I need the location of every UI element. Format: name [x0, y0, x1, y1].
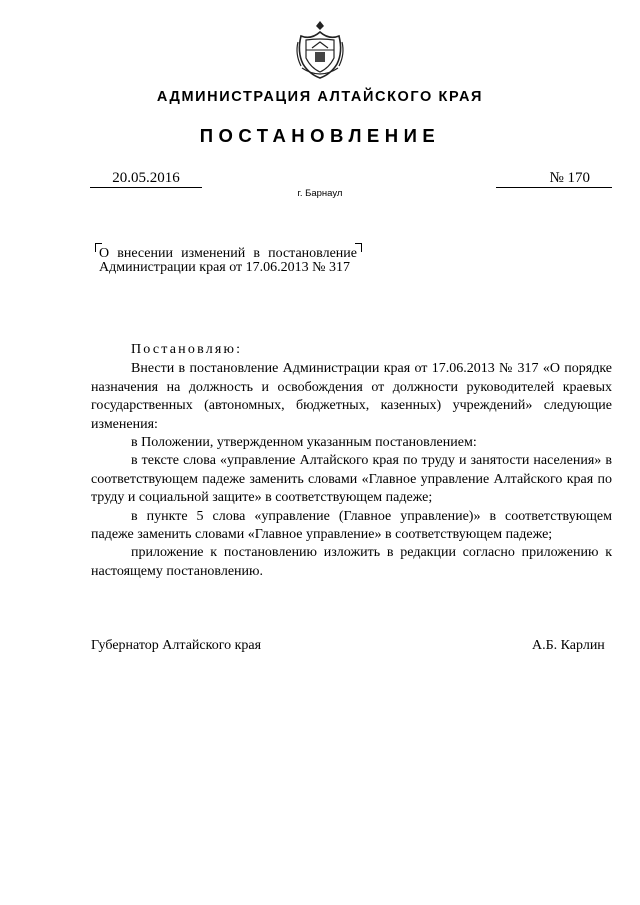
- document-number: № 170: [549, 170, 590, 186]
- resolve-heading: Постановляю:: [131, 342, 243, 357]
- city-name: г. Барнаул: [297, 188, 343, 199]
- body-paragraph: в тексте слова «управление Алтайского края по труду и занятости населения» в соответствующем падеже заменить словами «Главное управление Алтайского края по труду и социальной защите» в соответствующем падеже;: [91, 453, 612, 506]
- document-date: 20.05.2016: [90, 169, 202, 188]
- document-body: [91, 341, 612, 581]
- document-subject: О внесении изменений в постановление Администрации края от 17.06.2013 № 317: [99, 246, 357, 275]
- document-type-title: ПОСТАНОВЛЕНИЕ: [199, 125, 441, 146]
- body-paragraph: в Положении, утвержденном указанным постановлением:: [131, 435, 477, 451]
- signatory-title: Губернатор Алтайского края: [91, 638, 262, 653]
- body-paragraph: в пункте 5 слова «управление (Главное управление)» в соответствующем падеже заменить словами «Главное управление» в соответствующем падеже;: [91, 508, 612, 543]
- body-paragraph: Внести в постановление Администрации края от 17.06.2013 № 317 «О порядке назначения на должность и освобождения от должности руководителей краевых государственных (автономных, бюджетных, казенных) учреждений» следующие изменения:: [91, 361, 612, 432]
- coat-of-arms-icon: [293, 18, 347, 80]
- document-number-field: [496, 169, 612, 188]
- body-paragraph: приложение к постановлению изложить в редакции согласно приложению к настоящему постановлению.: [91, 545, 612, 579]
- organization-name: АДМИНИСТРАЦИЯ АЛТАЙСКОГО КРАЯ: [156, 89, 484, 105]
- signatory-name: А.Б. Карлин: [532, 638, 605, 653]
